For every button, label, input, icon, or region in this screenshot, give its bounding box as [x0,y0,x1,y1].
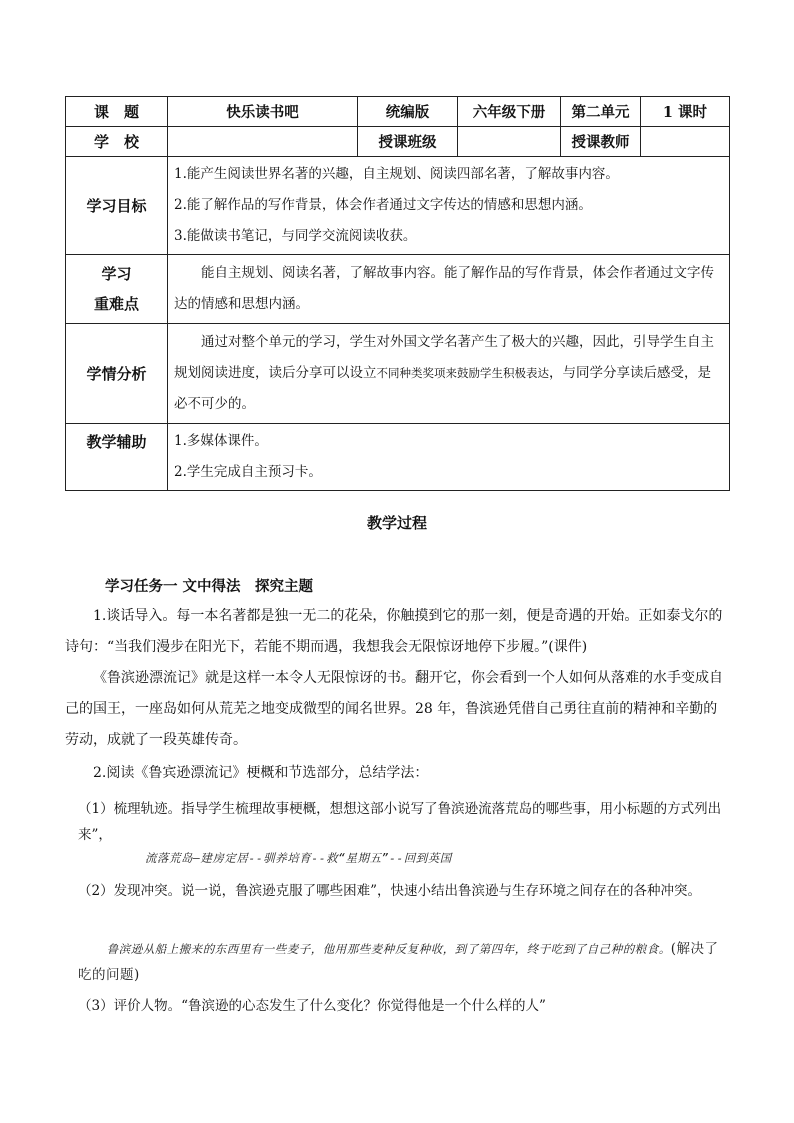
table-row [66,127,730,157]
goal-item: 3.能做读书笔记，与同学交流阅读收获。 [174,228,417,244]
lesson-title: 快乐读书吧 [168,97,358,127]
analysis-text-c: ，与同学分享读后感受，是必不可少的。 [174,365,711,412]
lesson-hours: 1 课时 [641,97,730,127]
teacher-label: 授课教师 [561,127,641,157]
handwritten-note [78,936,729,988]
table-row [66,324,730,424]
method-paragraph: 2.阅读《鲁宾逊漂流记》梗概和节选部分，总结学法： [93,765,429,781]
handwritten-note-text: 鲁滨逊从船上搬来的东西里有一些麦子，他用那些麦种反复种收，到了第四年，终于吃到了自己种的粮食。 [106,942,671,956]
table-row [66,97,730,127]
aid-item: 1.多媒体课件。 [174,433,268,449]
table-row [66,255,730,324]
key-points-text: 能自主规划、阅读名著，了解故事内容。能了解作品的写作背景，体会作者通过文字传达的情感和思想内涵。 [168,255,730,324]
aids-list [168,424,730,491]
key-points-label [66,255,168,324]
table-row [66,157,730,255]
step-conflict: （2）发现冲突。说一说，鲁滨逊克服了哪些困难”，快速小结出鲁滨逊与生存环境之间存在的各种冲突。 [78,883,701,899]
analysis-text [168,324,730,424]
intro-paragraph: 1.谈话导入。每一本名著都是独一无二的花朵，你触摸到它的那一刻，便是奇遇的开始。正如泰戈尔的诗句：“当我们漫步在阳光下，若能不期而遇，我想我会无限惊讶地停下步履。”(课件) [65,608,723,655]
handwritten-outline: 流落荒岛—建房定居--驯养培育--救“星期五”--回到英国 [145,851,452,865]
analysis-text-a: 通过对整个单元的学习，学生对外国文学名著产生了极大的兴趣，因此，引导学生自主规划阅读进度，读后分享可以设立 [174,334,714,381]
topic-label: 课 题 [66,97,168,127]
goals-label: 学习目标 [66,157,168,255]
unit: 第二单元 [561,97,641,127]
lesson-info-table [65,96,730,491]
class-label: 授课班级 [358,127,458,157]
goals-list [168,157,730,255]
aid-item: 2.学生完成自主预习卡。 [174,464,322,480]
grade: 六年级下册 [458,97,561,127]
school-label: 学 校 [66,127,168,157]
key-points-label-top: 学习 [101,265,132,283]
goal-item: 2.能了解作品的写作背景，体会作者通过文字传达的情感和思想内涵。 [174,197,592,213]
aids-label: 教学辅助 [66,424,168,491]
task-heading: 学习任务一 文中得法 探究主题 [105,578,314,595]
school-value [168,127,358,157]
step-trace: （1）梳理轨迹。指导学生梳理故事梗概，想想这部小说写了鲁滨逊流落荒岛的哪些事，用小标题的方式列出来”， [78,801,722,843]
analysis-label: 学情分析 [66,324,168,424]
key-points-label-bottom: 重难点 [93,295,139,313]
teacher-value [641,127,730,157]
class-value [458,127,561,157]
goal-item: 1.能产生阅读世界名著的兴趣，自主规划、阅读四部名著，了解故事内容。 [174,166,619,182]
analysis-text-b: 不同种类奖项来鼓励学生积极表达 [376,366,549,380]
story-paragraph: 《鲁滨逊漂流记》就是这样一本令人无限惊讶的书。翻开它，你会看到一个人如何从落难的水手变成自己的国王，一座岛如何从荒芜之地变成微型的闻名世界。28 年，鲁滨逊凭借自己勇往直前的精神和辛勤的劳动，成就了一段英雄传奇。 [65,670,723,748]
edition: 统编版 [358,97,458,127]
handwritten-note-remark: (解决了吃的问题) [78,941,719,983]
process-title: 教学过程 [366,514,427,532]
table-row [66,424,730,491]
step-evaluate: （3）评价人物。“鲁滨逊的心态发生了什么变化？你觉得他是一个什么样的人” [78,998,546,1014]
